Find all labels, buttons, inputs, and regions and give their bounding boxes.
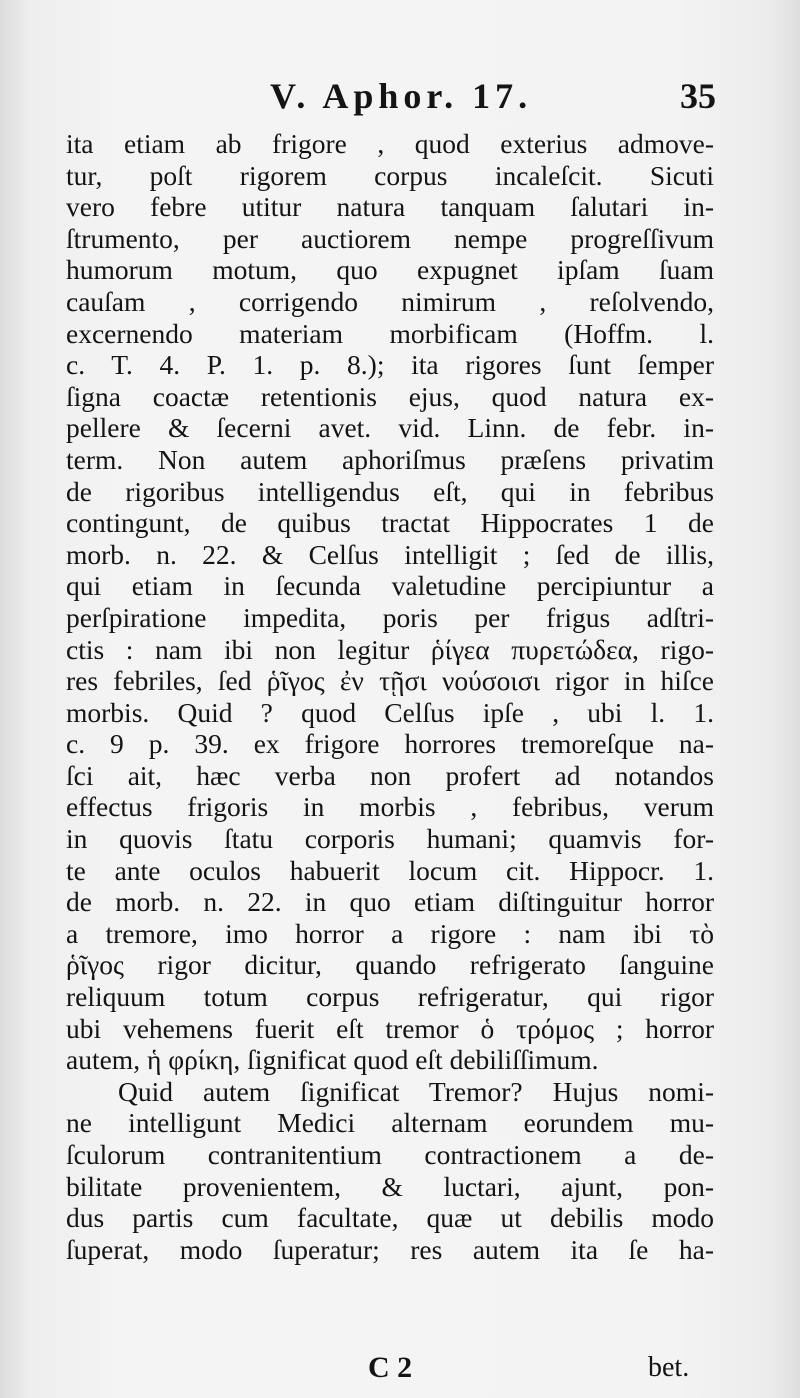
text-line: res febriles, ſed ῥῖγος ἐν τῇσι νούσοισι rigor in hiſce (66, 665, 714, 697)
text-line: term. Non autem aphoriſmus præſens privatim (66, 443, 714, 475)
text-line: qui etiam in ſecunda valetudine percipiuntur a (66, 570, 714, 602)
text-line: a tremore, imo horror a rigore : nam ibi τὸ (66, 917, 714, 949)
text-line: ſtrumento, per auctiorem nempe progreſſivum (66, 222, 714, 254)
text-line: ne intelligunt Medici alternam eorundem mu- (66, 1107, 714, 1139)
text-line: ita etiam ab frigore , quod exterius admove- (66, 128, 714, 159)
text-line: ſuperat, modo ſuperatur; res autem ita ſe ha- (66, 1233, 714, 1265)
text-line: ſci ait, hæc verba non profert ad notandos (66, 759, 714, 791)
text-line: c. 9 p. 39. ex frigore horrores tremoreſque na- (66, 728, 714, 760)
text-line: de rigoribus intelligendus eſt, qui in febribus (66, 475, 714, 507)
text-line: morb. n. 22. & Celſus intelligit ; ſed de illis, (66, 538, 714, 570)
text-line: cauſam , corrigendo nimirum , reſolvendo, (66, 285, 714, 317)
text-line: c. T. 4. P. 1. p. 8.); ita rigores ſunt ſemper (66, 349, 714, 381)
text-line: pellere & ſecerni avet. vid. Linn. de febr. in- (66, 412, 714, 444)
text-line: de morb. n. 22. in quo etiam diſtinguitur horror (66, 886, 714, 918)
catchword: bet. (648, 1352, 690, 1383)
text-line: morbis. Quid ? quod Celſus ipſe , ubi l. 1. (66, 696, 714, 728)
text-line: dus partis cum facultate, quæ ut debilis modo (66, 1202, 714, 1234)
text-line: te ante oculos habuerit locum cit. Hippocr. 1. (66, 854, 714, 886)
text-line: ubi vehemens fuerit eſt tremor ὁ τρόμος ; horror (66, 1012, 714, 1044)
text-line: vero febre utitur natura tanquam ſalutari in- (66, 191, 714, 223)
text-line: bilitate provenientem, & luctari, ajunt, pon- (66, 1170, 714, 1202)
page-header (0, 72, 800, 122)
text-line: ctis : nam ibi non legitur ῥίγεα πυρετώδεα, rigo- (66, 633, 714, 665)
text-line: excernendo materiam morbificam (Hoffm. l. (66, 317, 714, 349)
text-line: ῥῖγος rigor dicitur, quando refrigerato ſanguine (66, 949, 714, 981)
text-line: ſigna coactæ retentionis ejus, quod natura ex- (66, 380, 714, 412)
page-footer (0, 1350, 800, 1390)
text-line: contingunt, de quibus tractat Hippocrates 1 de (66, 507, 714, 539)
signature-mark: C 2 (368, 1351, 413, 1384)
text-line: reliquum totum corpus refrigeratur, qui rigor (66, 981, 714, 1013)
running-title: V. Aphor. 17. (270, 76, 533, 116)
text-line: in quovis ſtatu corporis humani; quamvis for- (66, 823, 714, 855)
text-line: humorum motum, quo expugnet ipſam ſuam (66, 254, 714, 286)
text-line: tur, poſt rigorem corpus incaleſcit. Sicuti (66, 159, 714, 191)
text-line: effectus frigoris in morbis , febribus, verum (66, 791, 714, 823)
text-line: ſculorum contranitentium contractionem a de- (66, 1139, 714, 1170)
page-number: 35 (680, 76, 716, 116)
text-line: perſpiratione impedita, poris per frigus adſtri- (66, 601, 714, 633)
text-line: autem, ἡ φρίκη, ſignificat quod eſt debiliſſimum. (66, 1044, 599, 1076)
body-text (66, 128, 714, 1265)
text-line: Quid autem ſignificat Tremor? Hujus nomi- (118, 1075, 714, 1107)
